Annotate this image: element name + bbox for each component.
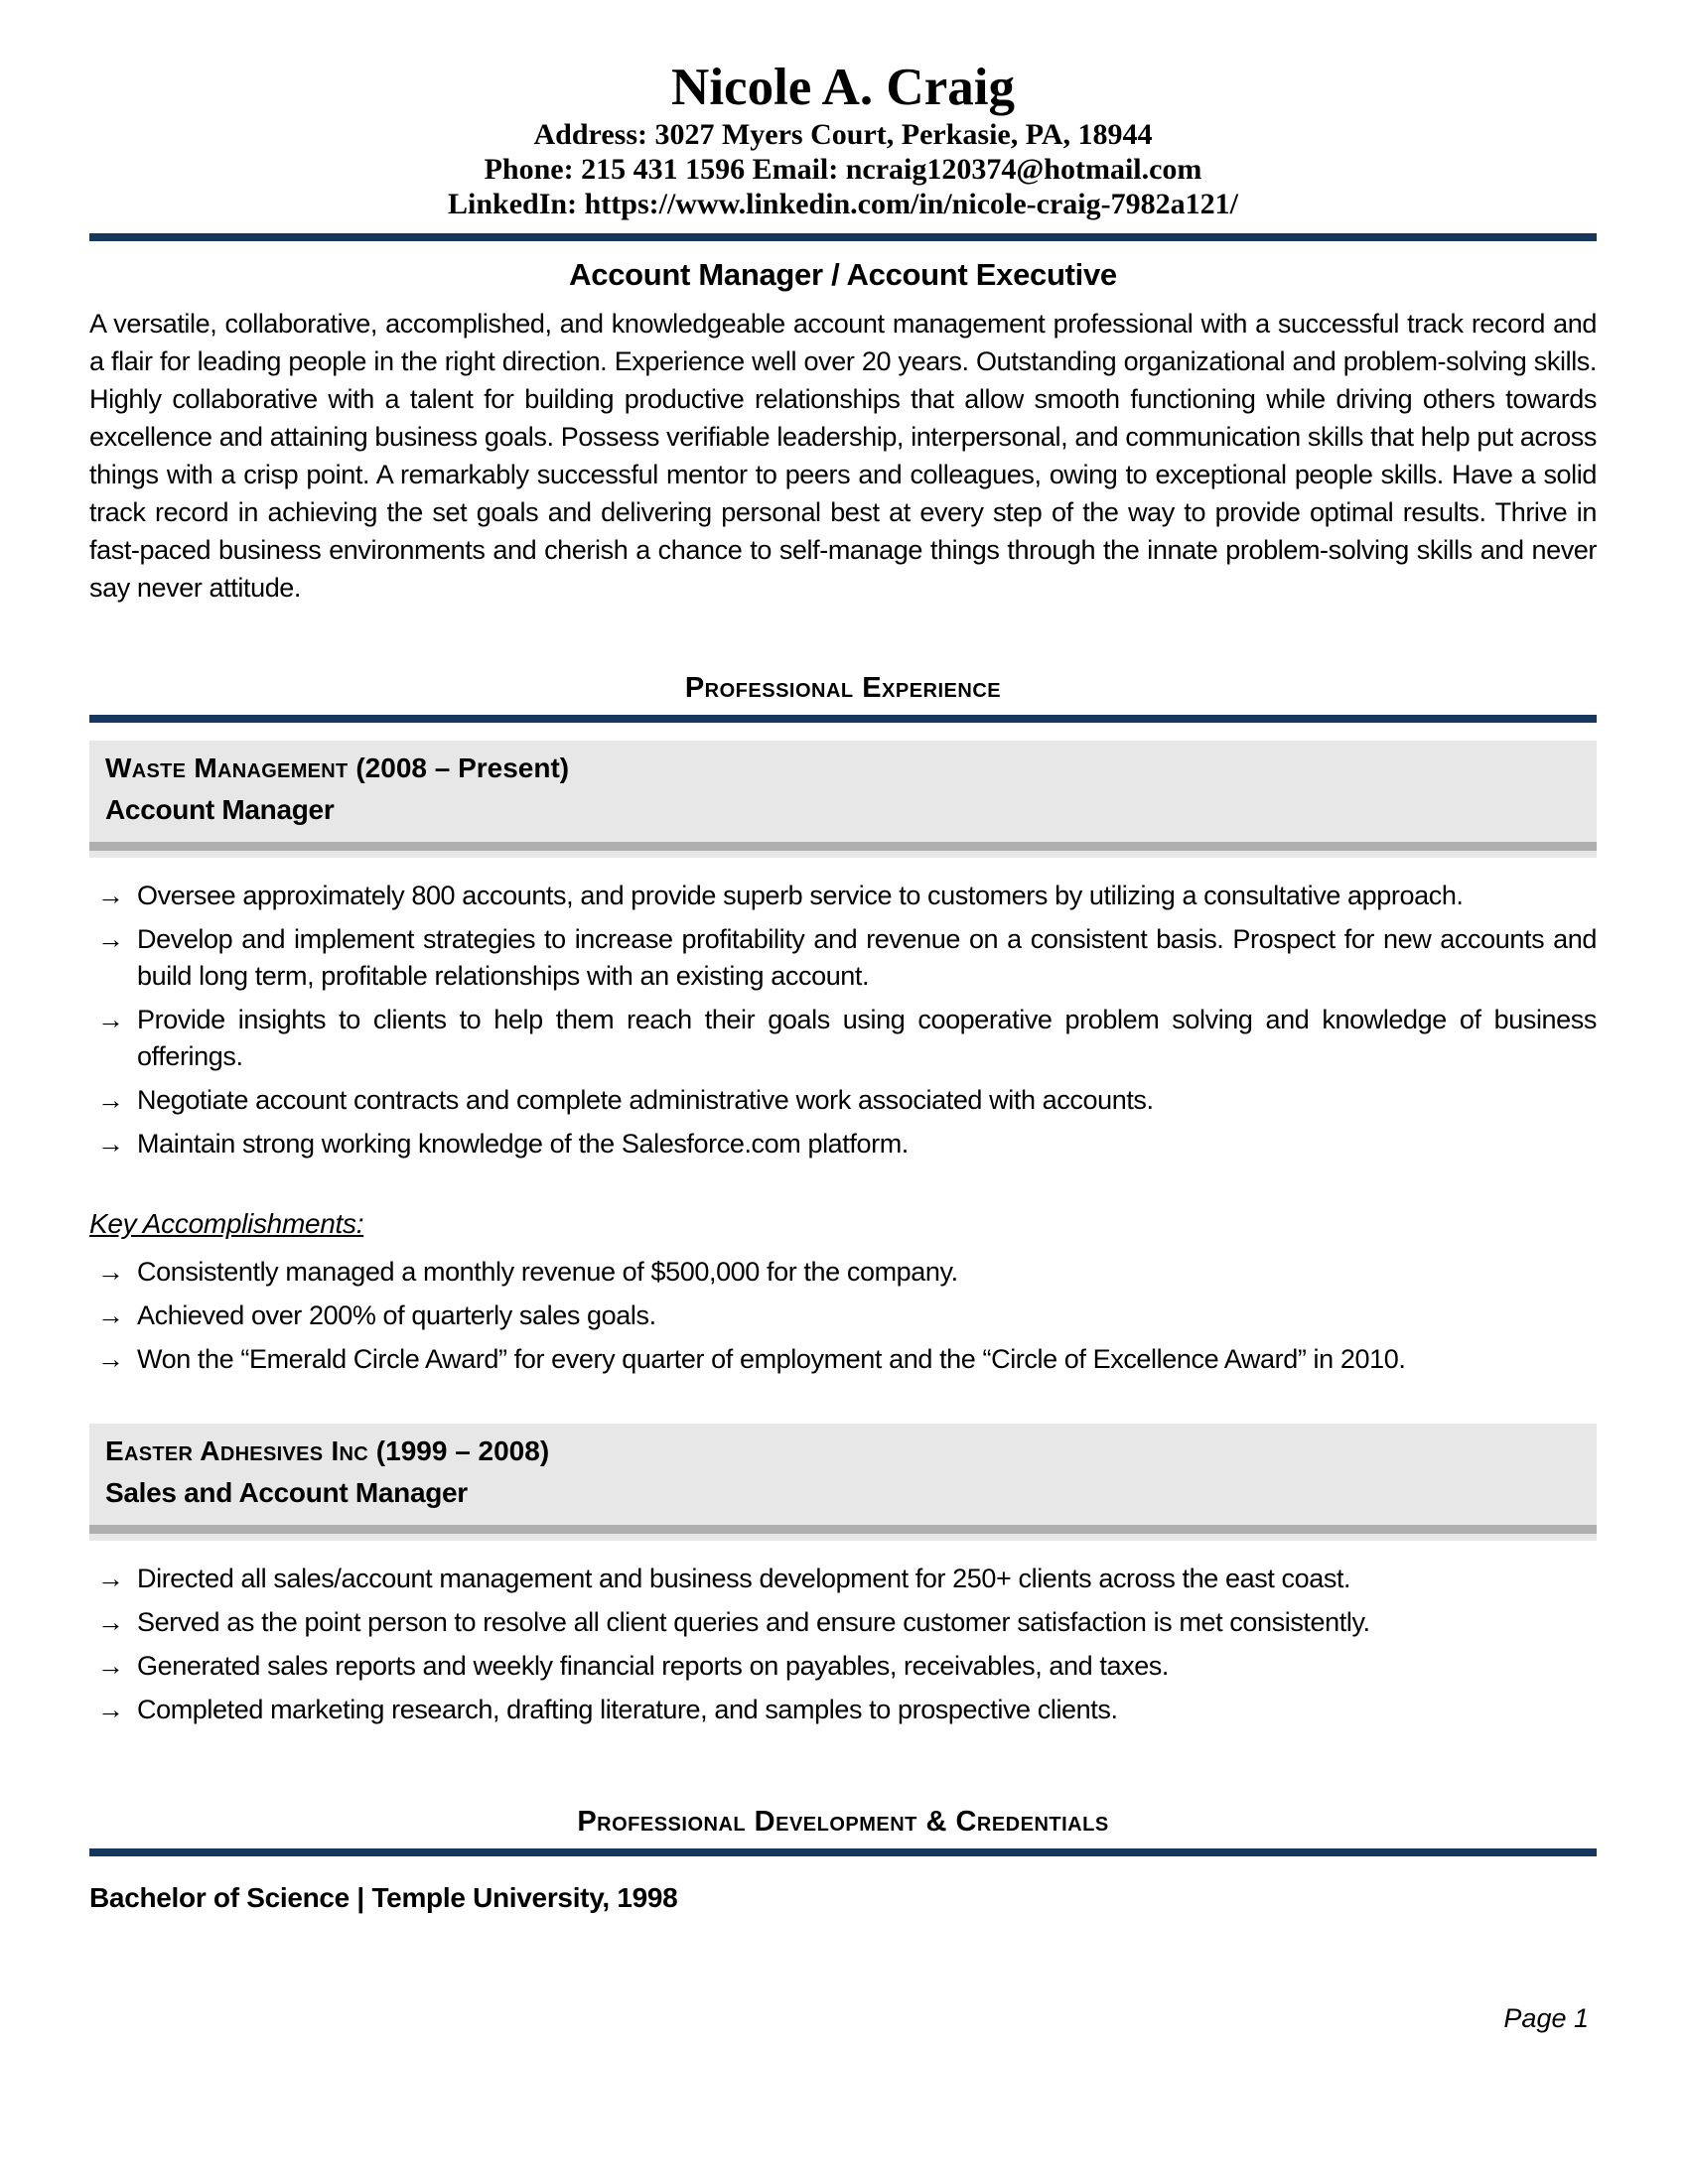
bullet-text: Develop and implement strategies to increase profitability and revenue on a consistent basis. Prospect for new accounts and build long term, profitable relationships with an existing account. bbox=[137, 924, 1597, 991]
arrow-bullet-icon: → bbox=[97, 1300, 124, 1330]
bullet-text: Directed all sales/account management and business development for 250+ clients across the east coast. bbox=[137, 1564, 1351, 1593]
experience-divider bbox=[89, 715, 1597, 723]
company-name: Easter Adhesives Inc bbox=[105, 1435, 369, 1466]
bullet-item bbox=[89, 1561, 1597, 1597]
job-box-stripe bbox=[89, 842, 1597, 851]
bullet-text: Achieved over 200% of quarterly sales goals. bbox=[137, 1300, 656, 1330]
contact-phone-email: Phone: 215 431 1596 Email: ncraig120374@hotmail.com bbox=[484, 153, 1202, 186]
bullet-item bbox=[89, 1254, 1597, 1291]
contact-address: Address: 3027 Myers Court, Perkasie, PA, 18944 bbox=[533, 118, 1153, 151]
bullet-item bbox=[89, 921, 1597, 995]
degree-line: Bachelor of Science | Temple University, 1998 bbox=[89, 1882, 678, 1913]
arrow-bullet-icon: → bbox=[97, 881, 124, 910]
job-company-line bbox=[105, 1433, 1581, 1469]
page-number: Page 1 bbox=[1503, 2003, 1589, 2033]
summary-paragraph: A versatile, collaborative, accomplished, and knowledgeable account management professional with a successful track record and a flair for leading people in the right direction. Experience well over 20 years. Outstanding organizational and problem-solving skills. Highly collaborative with a talent for building productive relationships that allow smooth functioning while driving others towards excellence and attaining business goals. Possess verifiable leadership, interpersonal, and communication skills that help put across things with a crisp point. A remarkably successful mentor to peers and colleagues, owing to exceptional people skills. Have a solid track record in achieving the set goals and delivering personal best at every step of the way to provide optimal results. Thrive in fast-paced business environments and cherish a chance to self-manage things through the innate problem-solving skills and never say never attitude. bbox=[89, 309, 1597, 603]
bullet-text: Oversee approximately 800 accounts, and provide superb service to customers by utilizing a consultative approach. bbox=[137, 881, 1464, 910]
job-header-waste-management bbox=[89, 741, 1597, 858]
header-divider bbox=[89, 233, 1597, 241]
arrow-bullet-icon: → bbox=[97, 1085, 124, 1115]
bullet-text: Maintain strong working knowledge of the Salesforce.com platform. bbox=[137, 1129, 909, 1159]
section-heading-experience: Professional Experience bbox=[684, 672, 1002, 704]
bullet-item bbox=[89, 1604, 1597, 1641]
candidate-name: Nicole A. Craig bbox=[671, 59, 1015, 116]
arrow-bullet-icon: → bbox=[97, 1129, 124, 1159]
credentials-divider bbox=[89, 1848, 1597, 1856]
resume-title: Account Manager / Account Executive bbox=[569, 257, 1117, 292]
bullet-text: Served as the point person to resolve all client queries and ensure customer satisfaction is met consistently. bbox=[137, 1607, 1370, 1637]
arrow-bullet-icon: → bbox=[97, 1564, 124, 1593]
job-role: Account Manager bbox=[105, 794, 335, 825]
header bbox=[89, 58, 1597, 221]
bullet-item bbox=[89, 1082, 1597, 1119]
arrow-bullet-icon: → bbox=[97, 1651, 124, 1681]
company-name: Waste Management bbox=[105, 752, 349, 783]
job-box-stripe bbox=[89, 1525, 1597, 1534]
arrow-bullet-icon: → bbox=[97, 924, 124, 954]
arrow-bullet-icon: → bbox=[97, 1257, 124, 1287]
key-accomplishments-list bbox=[89, 1254, 1597, 1378]
employment-dates: (1999 – 2008) bbox=[375, 1435, 550, 1466]
job-1-bullet-list bbox=[89, 878, 1597, 1162]
bullet-text: Won the “Emerald Circle Award” for every quarter of employment and the “Circle of Excellence Award” in 2010. bbox=[137, 1344, 1406, 1374]
bullet-text: Negotiate account contracts and complete administrative work associated with accounts. bbox=[137, 1085, 1154, 1115]
bullet-item bbox=[89, 1126, 1597, 1162]
employment-dates: (2008 – Present) bbox=[355, 752, 570, 783]
bullet-item bbox=[89, 1297, 1597, 1334]
arrow-bullet-icon: → bbox=[97, 1005, 124, 1034]
arrow-bullet-icon: → bbox=[97, 1607, 124, 1637]
job-header-easter-adhesives bbox=[89, 1424, 1597, 1541]
bullet-text: Consistently managed a monthly revenue of $500,000 for the company. bbox=[137, 1257, 958, 1287]
arrow-bullet-icon: → bbox=[97, 1344, 124, 1374]
bullet-item bbox=[89, 1002, 1597, 1075]
bullet-text: Provide insights to clients to help them reach their goals using cooperative problem solving and knowledge of business offerings. bbox=[137, 1005, 1597, 1071]
bullet-item bbox=[89, 1341, 1597, 1378]
bullet-text: Generated sales reports and weekly financial reports on payables, receivables, and taxes. bbox=[137, 1651, 1170, 1681]
job-2-bullet-list bbox=[89, 1561, 1597, 1728]
bullet-text: Completed marketing research, drafting literature, and samples to prospective clients. bbox=[137, 1695, 1118, 1724]
bullet-item bbox=[89, 1692, 1597, 1728]
job-company-line bbox=[105, 751, 1581, 786]
job-role: Sales and Account Manager bbox=[105, 1477, 468, 1508]
contact-linkedin: LinkedIn: https://www.linkedin.com/in/nicole-craig-7982a121/ bbox=[448, 188, 1238, 220]
key-accomplishments-heading: Key Accomplishments: bbox=[89, 1208, 364, 1239]
arrow-bullet-icon: → bbox=[97, 1695, 124, 1724]
bullet-item bbox=[89, 1648, 1597, 1685]
section-heading-credentials: Professional Development & Credentials bbox=[577, 1806, 1109, 1838]
bullet-item bbox=[89, 878, 1597, 914]
